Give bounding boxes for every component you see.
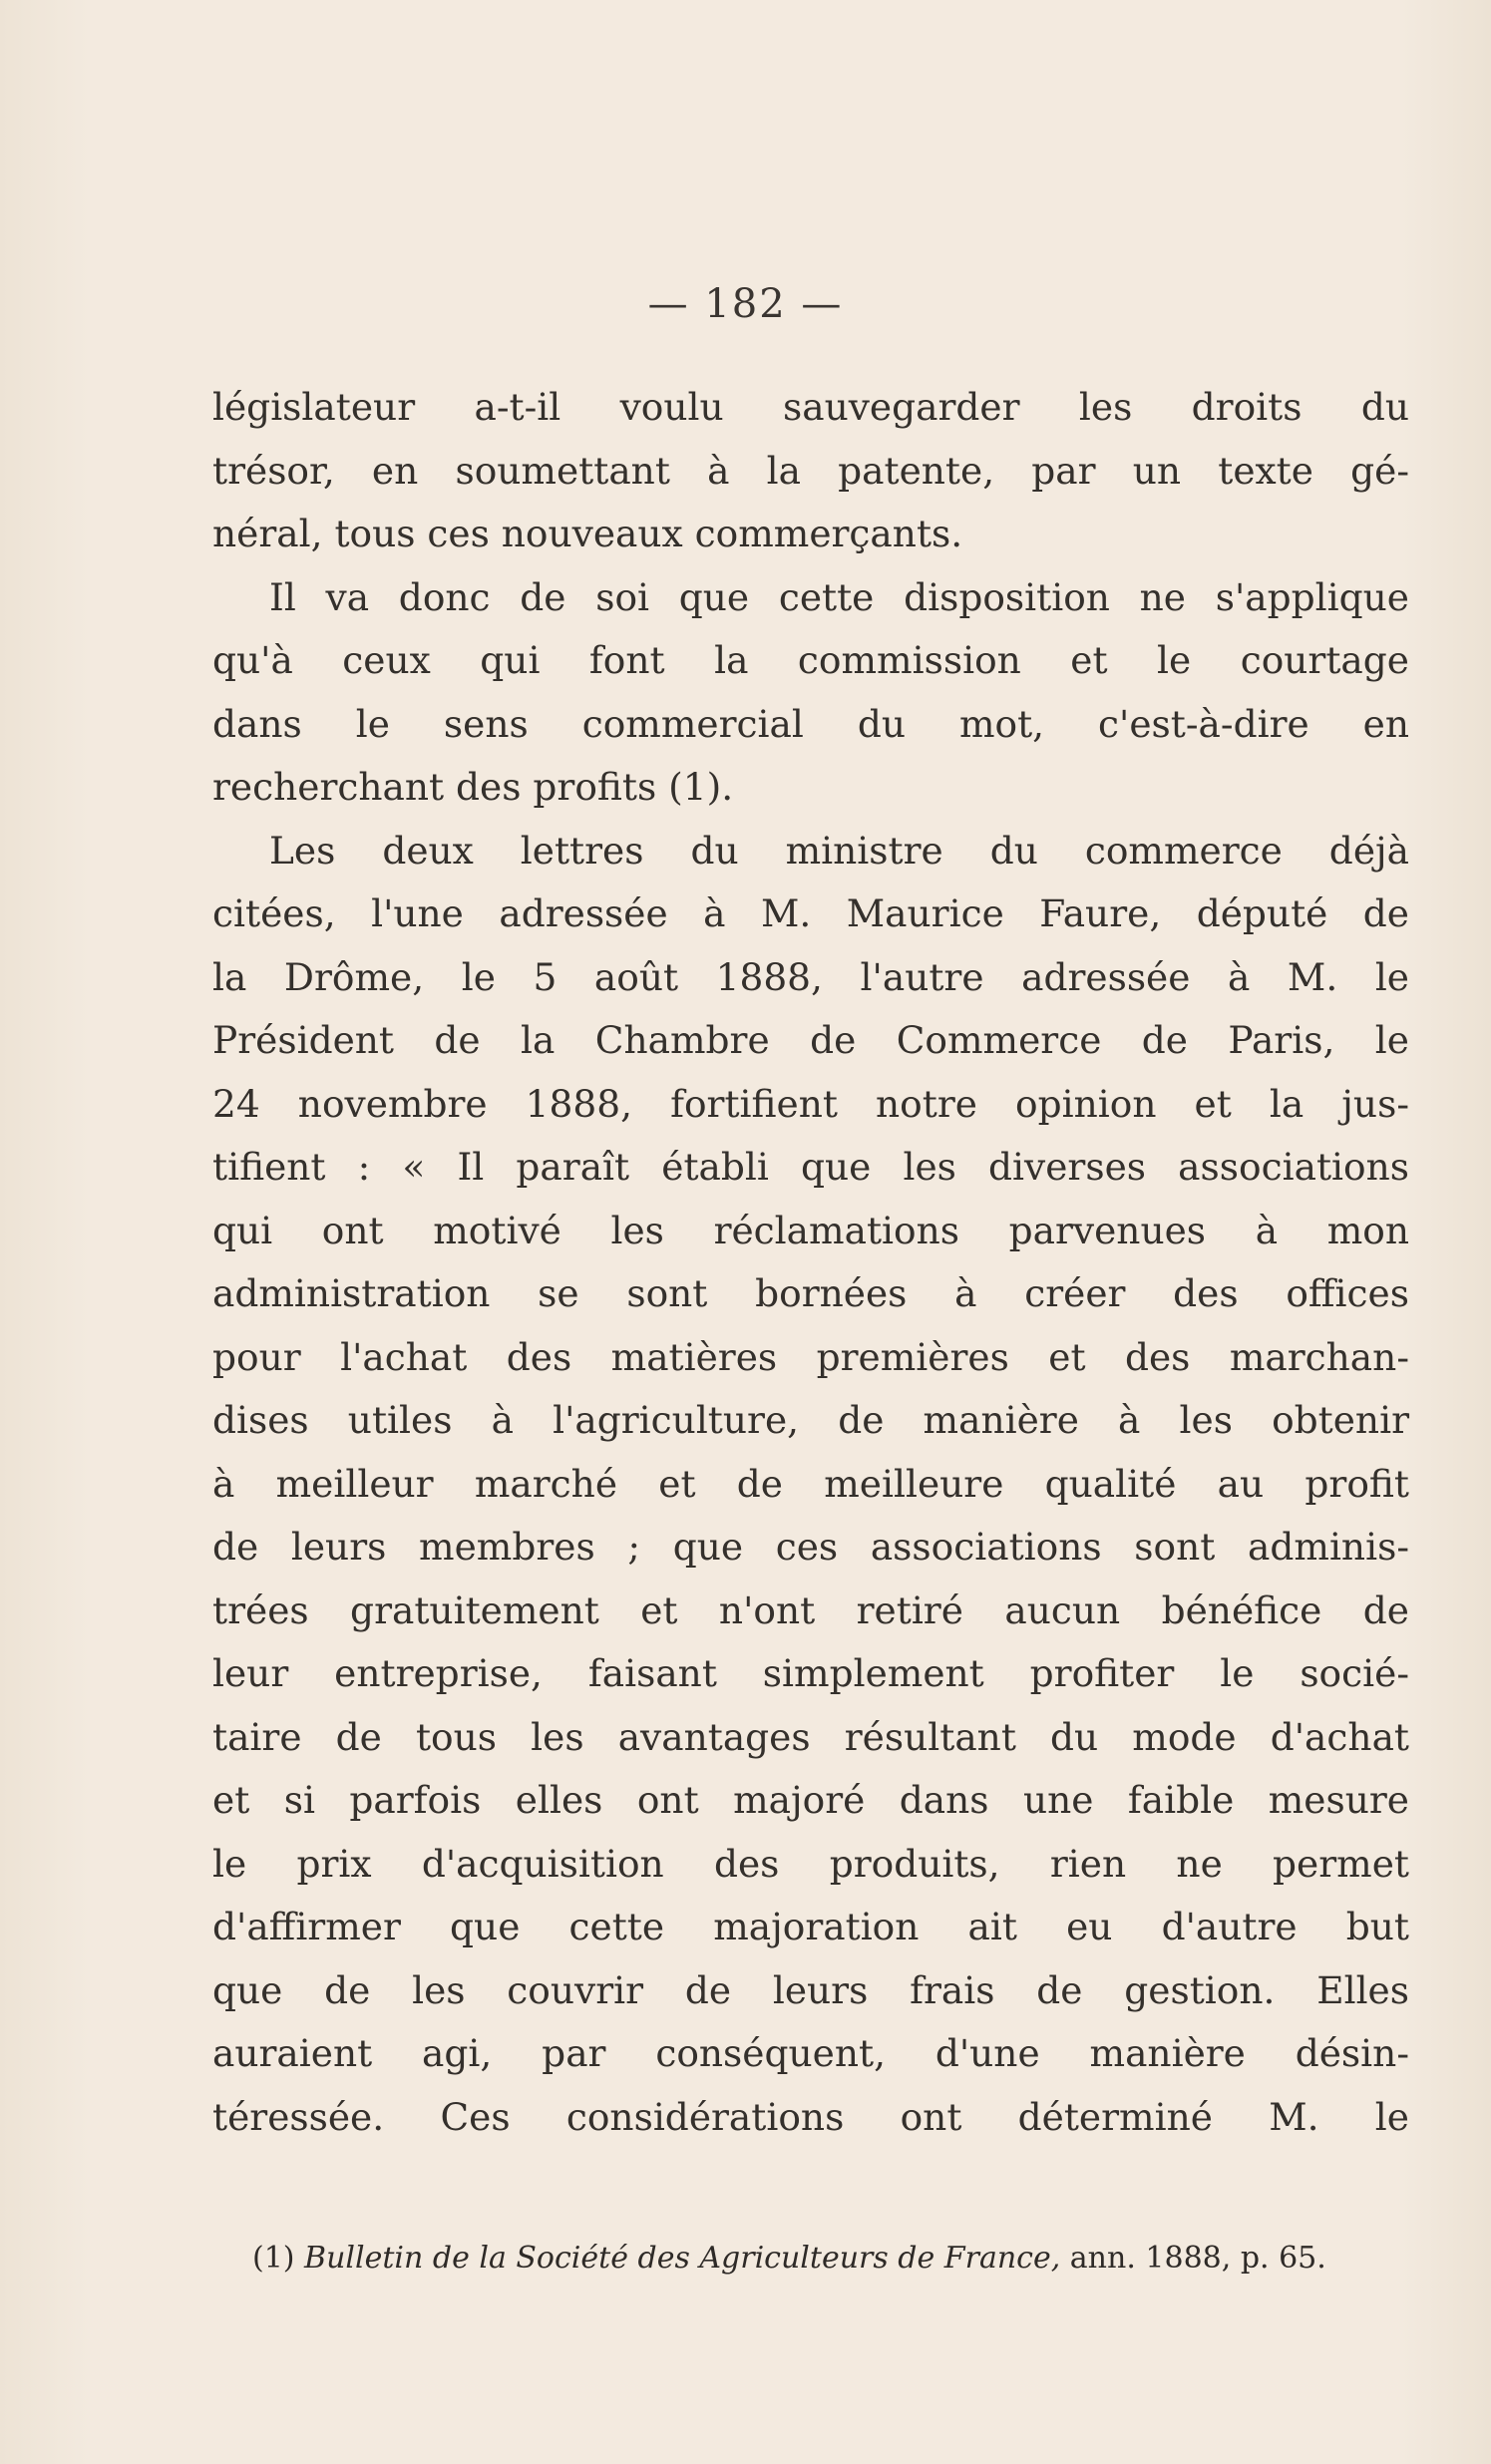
text-line: de leurs membres ; que ces associations sont adminis- <box>212 1525 1409 1569</box>
text-line: la Drôme, le 5 août 1888, l'autre adressée à M. le <box>212 954 1409 999</box>
footnote-marker: (1) <box>252 2241 295 2276</box>
footnote <box>252 2234 1409 2284</box>
text-line: auraient agi, par conséquent, d'une manière désin- <box>212 2031 1409 2075</box>
text-line: pour l'achat des matières premières et des marchan- <box>212 1334 1409 1379</box>
text-line: Il va donc de soi que cette disposition ne s'applique <box>269 574 1409 619</box>
text-line: téressée. Ces considérations ont déterminé M. le <box>212 2094 1409 2139</box>
text-line: dans le sens commercial du mot, c'est-à-dire en <box>212 701 1409 746</box>
text-line: leur entreprise, faisant simplement profiter le socié- <box>212 1651 1409 1695</box>
text-line: taire de tous les avantages résultant du mode d'achat <box>212 1714 1409 1759</box>
text-line: à meilleur marché et de meilleure qualité au profit <box>212 1461 1409 1506</box>
text-line: que de les couvrir de leurs frais de gestion. Elles <box>212 1967 1409 2012</box>
text-line: législateur a-t-il voulu sauvegarder les droits du <box>212 385 1409 429</box>
text-line: administration se sont bornées à créer des offices <box>212 1271 1409 1315</box>
text-line: dises utiles à l'agriculture, de manière à les obtenir <box>212 1398 1409 1442</box>
footnote-title: Bulletin de la Société des Agriculteurs de France, <box>304 2241 1061 2276</box>
text-line: néral, tous ces nouveaux commerçants. <box>212 512 963 555</box>
text-line: le prix d'acquisition des produits, rien ne permet <box>212 1841 1409 1886</box>
text-line: et si parfois elles ont majoré dans une faible mesure <box>212 1778 1409 1822</box>
text-line: Les deux lettres du ministre du commerce déjà <box>269 828 1409 873</box>
page-number: — 182 — <box>647 281 844 327</box>
text-line: recherchant des profits (1). <box>212 765 734 809</box>
text-line: qui ont motivé les réclamations parvenues à mon <box>212 1208 1409 1252</box>
text-line: trées gratuitement et n'ont retiré aucun bénéfice de <box>212 1587 1409 1632</box>
text-line: citées, l'une adressée à M. Maurice Faure, député de <box>212 891 1409 935</box>
text-line: d'affirmer que cette majoration ait eu d'autre but <box>212 1905 1409 1948</box>
footnote-reference: ann. 1888, p. 65. <box>1069 2241 1326 2276</box>
text-line: Président de la Chambre de Commerce de Paris, le <box>212 1018 1409 1062</box>
text-line: 24 novembre 1888, fortifient notre opinion et la jus- <box>212 1081 1409 1126</box>
body-text <box>212 376 1409 2149</box>
text-line: tifient : « Il paraît établi que les diverses associations <box>212 1145 1409 1189</box>
text-line: qu'à ceux qui font la commission et le courtage <box>212 638 1409 682</box>
text-line: trésor, en soumettant à la patente, par un texte gé- <box>212 448 1409 493</box>
